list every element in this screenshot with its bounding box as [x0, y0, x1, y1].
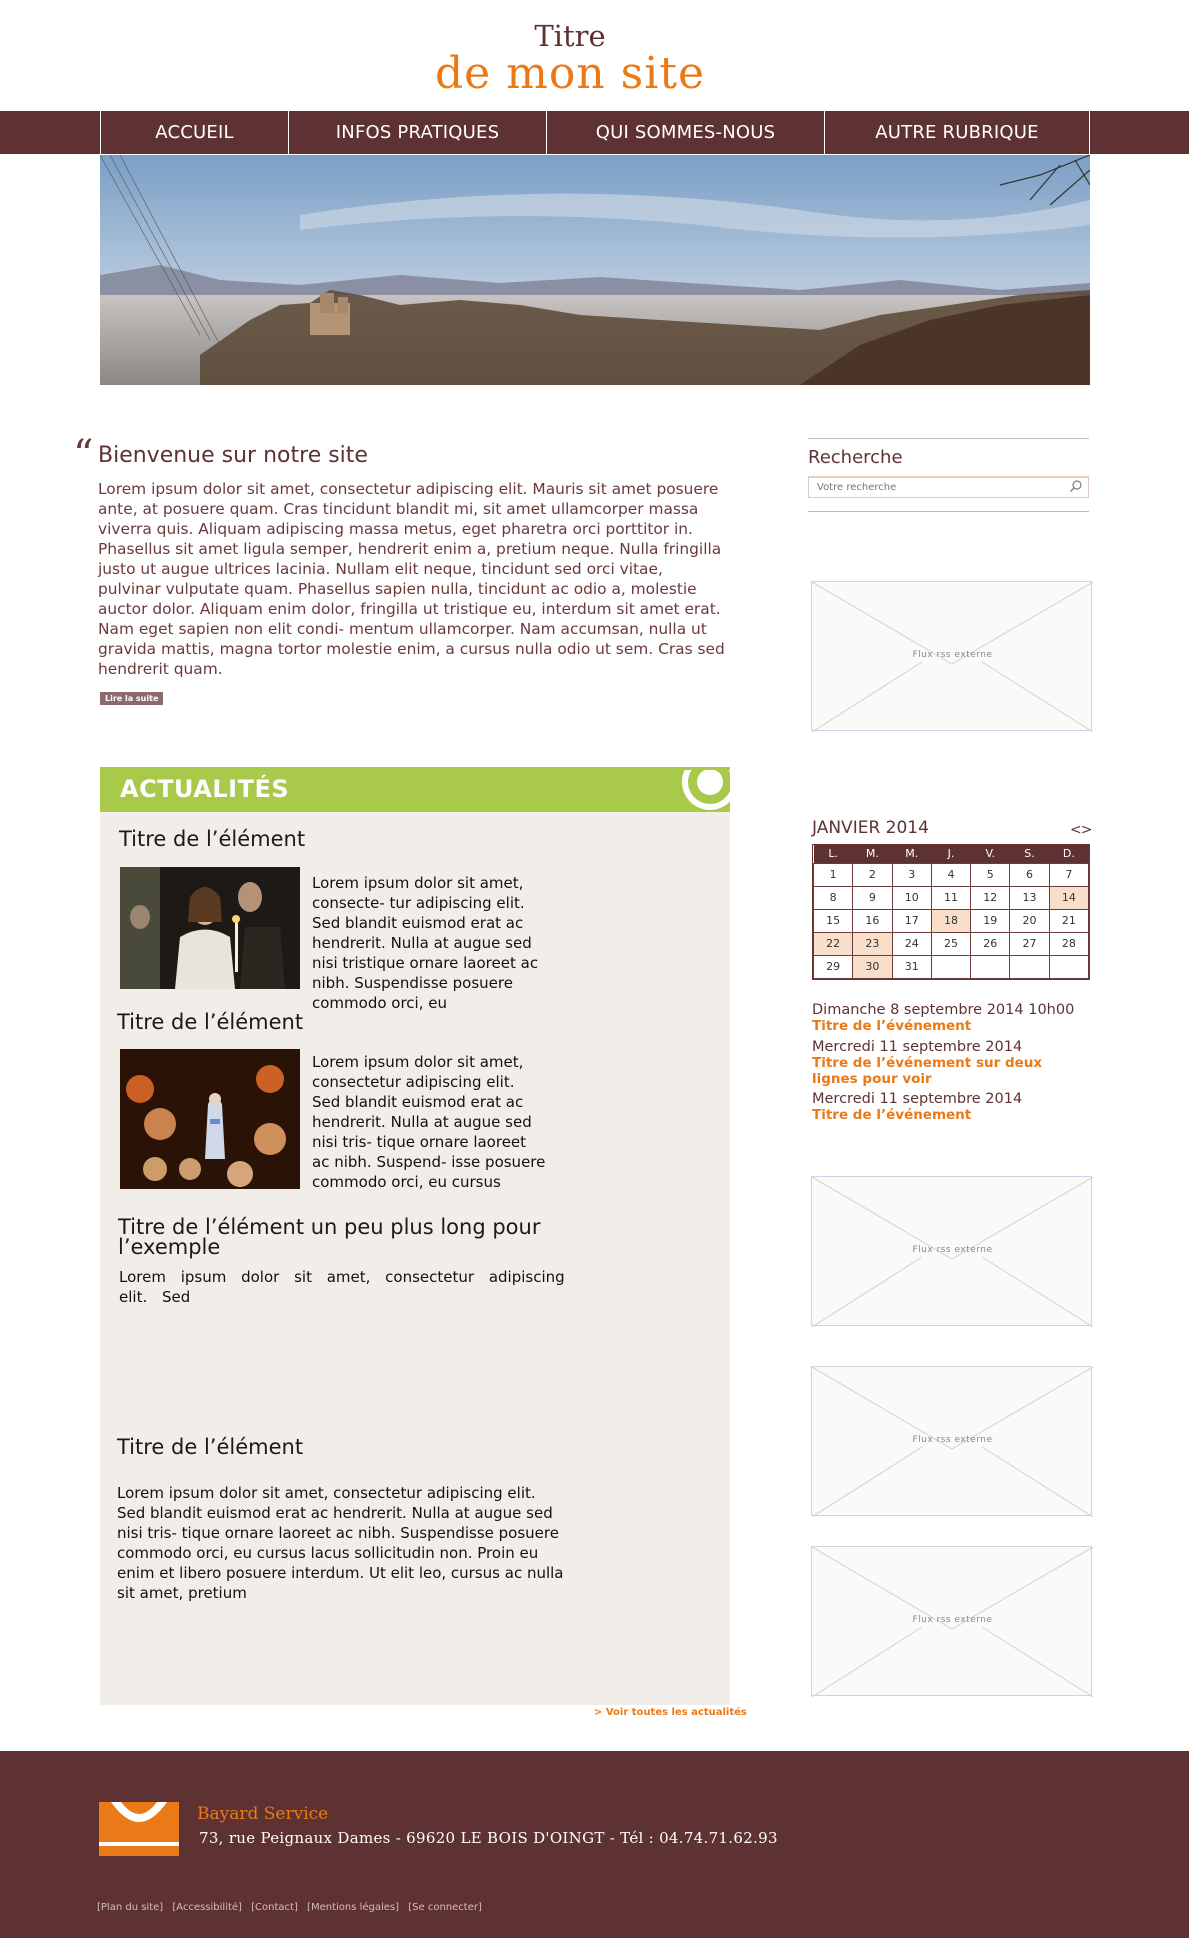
- calendar-day[interactable]: 11: [931, 886, 970, 909]
- calendar-day-header: M.: [892, 845, 931, 863]
- news-item-title[interactable]: Titre de l’élément: [117, 1010, 304, 1034]
- calendar-day[interactable]: 19: [971, 909, 1010, 932]
- calendar-day[interactable]: 7: [1049, 863, 1088, 886]
- read-more-button[interactable]: Lire la suite: [100, 692, 163, 705]
- calendar-day[interactable]: 31: [892, 955, 931, 978]
- news-section: [100, 767, 730, 1705]
- news-header: [100, 767, 730, 812]
- calendar-day[interactable]: 26: [971, 932, 1010, 955]
- nav-item-qui-sommes-nous[interactable]: QUI SOMMES-NOUS: [546, 111, 824, 154]
- welcome-title: Bienvenue sur notre site: [98, 443, 368, 468]
- nav-item-infos-pratiques[interactable]: INFOS PRATIQUES: [288, 111, 546, 154]
- calendar-month: JANVIER 2014: [812, 818, 929, 838]
- calendar-day[interactable]: 6: [1010, 863, 1049, 886]
- footer-link-connect[interactable]: [Se connecter]: [408, 1902, 482, 1913]
- calendar-day[interactable]: 5: [971, 863, 1010, 886]
- calendar-day[interactable]: 4: [931, 863, 970, 886]
- rss-feed-widget[interactable]: [811, 1366, 1092, 1516]
- calendar-day-header: M.: [853, 845, 892, 863]
- calendar-day-header: J.: [931, 845, 970, 863]
- footer-link-mentions[interactable]: [Mentions légales]: [307, 1902, 400, 1913]
- rss-feed-widget[interactable]: [811, 1176, 1092, 1326]
- calendar-day[interactable]: 12: [971, 886, 1010, 909]
- rss-feed-widget[interactable]: [811, 581, 1092, 731]
- news-item-photo[interactable]: [120, 1049, 300, 1189]
- calendar-day[interactable]: 27: [1010, 932, 1049, 955]
- search-input[interactable]: [808, 476, 1089, 498]
- news-heading: ACTUALITÉS: [120, 775, 290, 803]
- calendar-day-header: L.: [814, 845, 853, 863]
- see-all-news-link[interactable]: > Voir toutes les actualités: [594, 1707, 747, 1718]
- search-icon[interactable]: [1069, 479, 1083, 493]
- calendar-day[interactable]: 25: [931, 932, 970, 955]
- bayard-logo-icon[interactable]: [99, 1802, 179, 1856]
- event-date: Mercredi 11 septembre 2014: [812, 1091, 1023, 1107]
- rss-feed-label: Flux rss externe: [912, 1245, 993, 1255]
- rss-feed-label: Flux rss externe: [912, 1435, 993, 1445]
- calendar-day[interactable]: 18: [931, 909, 970, 932]
- calendar-day: [1010, 955, 1049, 978]
- calendar-day[interactable]: 8: [814, 886, 853, 909]
- calendar-grid: [812, 844, 1090, 980]
- footer-address: 73, rue Peignaux Dames - 69620 LE BOIS D'OINGT - Tél : 04.74.71.62.93: [199, 1829, 778, 1847]
- calendar-day[interactable]: 21: [1049, 909, 1088, 932]
- calendar-day[interactable]: 9: [853, 886, 892, 909]
- news-item-text: Lorem ipsum dolor sit amet, consectetur adipiscing elit. Sed: [119, 1268, 565, 1306]
- nav-item-accueil[interactable]: ACCUEIL: [100, 111, 288, 154]
- calendar-day[interactable]: 28: [1049, 932, 1088, 955]
- news-item-photo[interactable]: [120, 867, 300, 989]
- calendar-day[interactable]: 13: [1010, 886, 1049, 909]
- footer-company: Bayard Service: [197, 1804, 329, 1824]
- rss-feed-label: Flux rss externe: [912, 650, 993, 660]
- calendar-day-header: S.: [1010, 845, 1049, 863]
- calendar-day-header: D.: [1049, 845, 1088, 863]
- news-item-title[interactable]: Titre de l’élément: [117, 1435, 304, 1459]
- footer-link-plan[interactable]: [Plan du site]: [97, 1902, 164, 1913]
- welcome-text: Lorem ipsum dolor sit amet, consectetur adipiscing elit. Mauris sit amet posuere ante, at posuere quam. Cras tincidunt blandit mi, sit amet ullamcorper massa viverra quis. Aliquam adipiscing massa metus, eget pharetra orci porttitor in. Phasellus sit amet ligula semper, hendrerit enim a, pretium neque. Nulla fringilla justo ut augue ultrices lacinia. Nullam elit neque, tincidunt sed orci vitae, pulvinar vulputate quam. Phasellus sapien nulla, tincidunt ac odio a, molestie auctor dolor. Aliquam enim dolor, fringilla ut tristique eu, interdum sit amet erat. Nam eget sapien non elit condi- mentum ullamcorper. Nam accumsan, nulla ut gravida mattis, magna tortor molestie enim, a cursus nulla odio ut sem. Cras sed hendrerit quam.: [98, 480, 725, 678]
- calendar-day[interactable]: 15: [814, 909, 853, 932]
- search-title: Recherche: [808, 447, 903, 468]
- event-date: Dimanche 8 septembre 2014 10h00: [812, 1002, 1075, 1018]
- news-item-text: Lorem ipsum dolor sit amet, consecte- tur adipiscing elit. Sed blandit euismod erat ac hendrerit. Nulla at augue sed nisi tristique ornare laoreet ac nibh. Suspendisse posuere commodo orci, eu: [312, 874, 539, 1012]
- rss-feed-widget[interactable]: [811, 1546, 1092, 1696]
- calendar-day[interactable]: 22: [814, 932, 853, 955]
- news-item-title[interactable]: Titre de l’élément: [119, 827, 306, 851]
- calendar-day[interactable]: 3: [892, 863, 931, 886]
- news-item-text: Lorem ipsum dolor sit amet, consectetur adipiscing elit. Sed blandit euismod erat ac hendrerit. Nulla at augue sed nisi tris- tique ornare laoreet ac nibh. Suspend- isse posuere commodo orci, eu cursus: [312, 1053, 546, 1191]
- quote-mark-icon: “: [73, 432, 94, 478]
- event-title[interactable]: Titre de l’événement: [812, 1107, 972, 1123]
- site-title-line2: de mon site: [434, 48, 706, 99]
- nav-divider: [1089, 111, 1090, 154]
- event-title[interactable]: Titre de l’événement: [812, 1018, 972, 1034]
- event-title[interactable]: Titre de l’événement sur deux lignes pour voir: [812, 1055, 1043, 1087]
- footer: [0, 1751, 1189, 1938]
- rss-feed-label: Flux rss externe: [912, 1615, 993, 1625]
- calendar-day[interactable]: 23: [853, 932, 892, 955]
- nav-item-autre-rubrique[interactable]: AUTRE RUBRIQUE: [824, 111, 1089, 154]
- footer-link-contact[interactable]: [Contact]: [251, 1902, 298, 1913]
- footer-link-accessibilite[interactable]: [Accessibilité]: [172, 1902, 242, 1913]
- calendar-day: [931, 955, 970, 978]
- calendar-day[interactable]: 10: [892, 886, 931, 909]
- calendar-day-header: V.: [971, 845, 1010, 863]
- event-item[interactable]: [812, 1039, 1072, 1087]
- event-item[interactable]: [812, 1002, 1074, 1034]
- ring-icon: [672, 767, 730, 812]
- calendar-day[interactable]: 1: [814, 863, 853, 886]
- calendar-day[interactable]: 14: [1049, 886, 1088, 909]
- news-item-title[interactable]: Titre de l’élément un peu plus long pour l’exemple: [118, 1215, 541, 1259]
- calendar-day[interactable]: 29: [814, 955, 853, 978]
- event-date: Mercredi 11 septembre 2014: [812, 1039, 1023, 1055]
- calendar-day[interactable]: 20: [1010, 909, 1049, 932]
- calendar-day[interactable]: 30: [853, 955, 892, 978]
- event-item[interactable]: [812, 1091, 1022, 1123]
- calendar-day[interactable]: 17: [892, 909, 931, 932]
- search-widget: [808, 438, 1089, 512]
- banner-image: [100, 155, 1090, 385]
- site-title-line1: Titre: [534, 19, 606, 53]
- calendar-day[interactable]: 24: [892, 932, 931, 955]
- calendar-day[interactable]: 2: [853, 863, 892, 886]
- news-item-text: Lorem ipsum dolor sit amet, consectetur adipiscing elit. Sed blandit euismod erat ac hendrerit. Nulla at augue sed nisi tris- tique ornare laoreet ac nibh. Suspendisse posuere commodo orci, eu cursus lacus sollicitudin non. Proin eu enim et libero posuere interdum. Ut elit leo, cursus ac nulla sit amet, pretium: [117, 1484, 564, 1602]
- calendar-day: [1049, 955, 1088, 978]
- site-title[interactable]: [0, 19, 1140, 99]
- calendar-nav-arrows-icon[interactable]: <>: [1070, 822, 1092, 838]
- calendar-day[interactable]: 16: [853, 909, 892, 932]
- main-nav: [0, 111, 1189, 154]
- footer-links: [97, 1902, 488, 1913]
- calendar-day: [971, 955, 1010, 978]
